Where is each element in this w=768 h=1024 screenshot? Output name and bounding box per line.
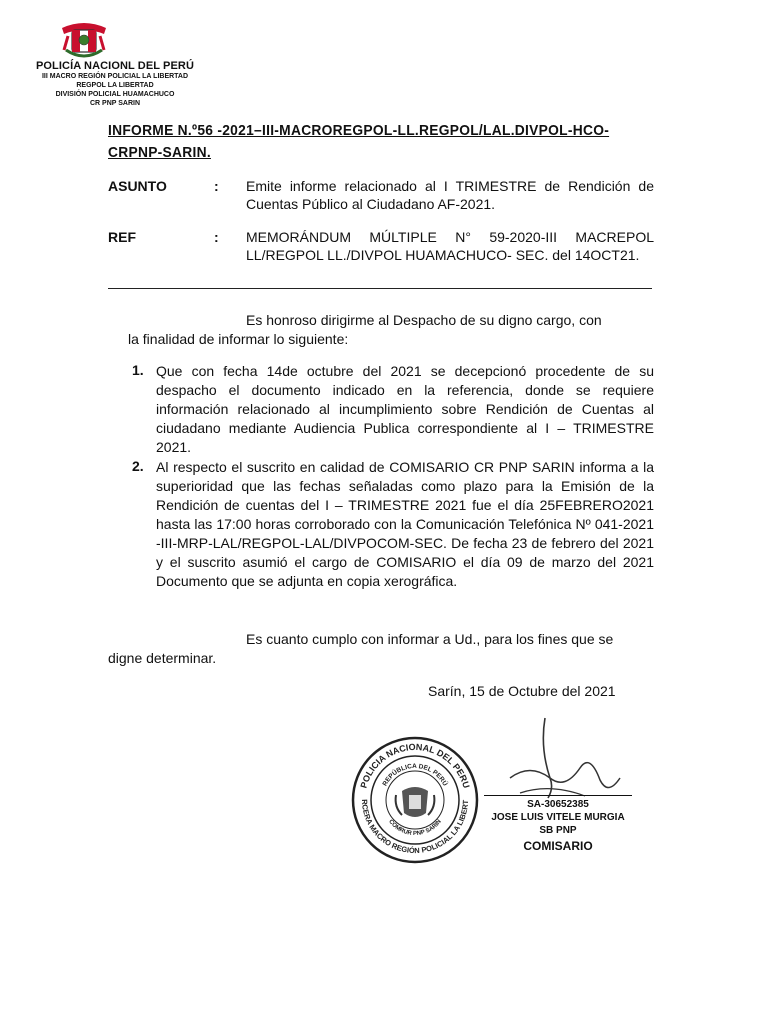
intro-rest: la finalidad de informar lo siguiente:	[128, 331, 349, 347]
list-item: Que con fecha 14de octubre del 2021 se decepcionó procedente de su despacho el documento indicado en la referencia, donde se requiere información relacionado al incumplimiento sobre Rendición de Cuentas al ciudadano mediante Audiencia Publica correspondiente al I – TRIMESTRE 2021.	[156, 363, 654, 455]
org-subline: REGPOL LA LIBERTAD	[76, 82, 154, 89]
report-title: INFORME N.º56 -2021–III-MACROREGPOL-LL.REGPOL/LAL.DIVPOL-HCO-CRPNP-SARIN.	[108, 122, 610, 161]
signature-name: JOSE LUIS VITELE MURGIA	[491, 812, 625, 823]
asunto-label: ASUNTO	[108, 178, 167, 194]
org-subline: DIVISIÓN POLICIAL HUAMACHUCO	[55, 91, 175, 98]
asunto-text: Emite informe relacionado al I TRIMESTRE de Rendición de Cuentas Público al Ciudadano AF-2021.	[246, 178, 654, 212]
org-subline: CR PNP SARIN	[89, 100, 141, 107]
signature-id: SA-30652385	[527, 799, 589, 810]
organization-header	[20, 60, 210, 108]
org-subline: III MACRO REGIÓN POLICIAL LA LIBERTAD	[41, 73, 189, 80]
stamp-inner-top: REPÚBLICA DEL PERÚ	[381, 762, 449, 788]
signature-rank: SB PNP	[539, 825, 577, 836]
separator-line	[108, 288, 652, 289]
ref-label: REF	[108, 229, 136, 245]
asunto-colon: :	[214, 178, 219, 194]
stamp-inner-bottom: COMRUR PNP SARIN	[387, 818, 443, 838]
handwritten-signature	[490, 708, 670, 808]
ref-colon: :	[214, 229, 219, 245]
ref-text: MEMORÁNDUM MÚLTIPLE N° 59-2020-III MACREPOL LL/REGPOL LL./DIVPOL HUAMACHUCO- SEC. del 14OCT21.	[246, 229, 654, 263]
list-number: 1.	[132, 362, 144, 378]
signature-line	[484, 795, 632, 796]
stamp-outer-bottom: RCERA MACRO REGIÓN POLICIAL LA LIBERT	[359, 799, 471, 856]
closing-rest: digne determinar.	[108, 650, 217, 666]
closing-first-line: Es cuanto cumplo con informar a Ud., para los fines que se	[246, 631, 614, 647]
stamp-outer-top: POLICIA NACIONAL DEL PERU	[358, 741, 472, 790]
list-number: 2.	[132, 458, 144, 474]
signature-role: COMISARIO	[523, 839, 593, 853]
place-date: Sarín, 15 de Octubre del 2021	[428, 683, 616, 699]
police-emblem-icon	[58, 20, 110, 62]
intro-first-line: Es honroso dirigirme al Despacho de su digno cargo, con	[246, 312, 602, 328]
official-stamp	[350, 735, 480, 865]
list-item: Al respecto el suscrito en calidad de COMISARIO CR PNP SARIN informa a la superioridad que las fechas señaladas como plazo para la Emisión de la Rendición de cuentas del I – TRIMESTRE 2021 fue el día 25FEBRERO2021 hasta las 17:00 horas corroborado con la Comunicación Telefónica Nº 041-2021 -III-MRP-LAL/REGPOL-LAL/DIVPOCOM-SEC. De fecha 23 de febrero del 2021 y el suscrito asumió el cargo de COMISARIO el día 09 de marzo del 2021 Documento que se adjunta en copia xerográfica.	[156, 459, 654, 589]
svg-text:REPÚBLICA DEL PERÚ	[382, 763, 451, 788]
org-name: POLICÍA NACIONL DEL PERÚ	[35, 60, 195, 72]
